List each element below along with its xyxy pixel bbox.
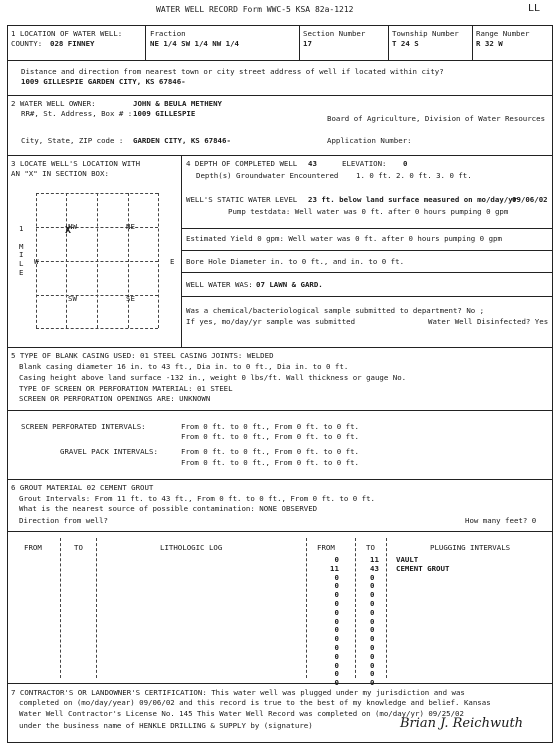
perforated-row-1: From 0 ft. to 0 ft., From 0 ft. to 0 ft. <box>181 422 359 431</box>
depth-label: 4 DEPTH OF COMPLETED WELL <box>186 159 298 168</box>
divider <box>7 479 553 480</box>
divider <box>7 683 553 684</box>
range-label: Range Number <box>476 29 530 38</box>
water-use-label: WELL WATER WAS: <box>186 280 253 289</box>
section-label: Section Number <box>303 29 366 38</box>
gravel-row-1: From 0 ft. to 0 ft., From 0 ft. to 0 ft. <box>181 447 359 456</box>
lithologic-header: LITHOLOGIC LOG <box>160 543 223 552</box>
location-label: 1 LOCATION OF WATER WELL: <box>11 29 123 38</box>
grout-intervals: Grout Intervals: From 11 ft. to 43 ft., From 0 ft. to 0 ft., From 0 ft. to 0 ft. <box>19 494 375 503</box>
pump-test: Pump testdata: Well water was 0 ft. after 0 hours pumping 0 gpm <box>228 207 509 216</box>
divider <box>472 25 473 60</box>
groundwater-values: 1. 0 ft. 2. 0 ft. 3. 0 ft. <box>356 171 472 180</box>
plug-from-values: 0 11 0 0 0 0 0 0 0 0 0 0 0 0 0 <box>330 555 339 688</box>
county-label: COUNTY: <box>11 39 43 48</box>
disinfected: Water Well Disinfected? Yes <box>428 317 549 326</box>
address-value: 1009 GILLESPIE <box>133 109 196 118</box>
screen-openings: SCREEN OR PERFORATION OPENINGS ARE: UNKNOWN <box>19 394 211 403</box>
water-use-value: 07 LAWN & GARD. <box>256 280 323 289</box>
divider <box>7 60 553 61</box>
address-label: RR#, St. Address, Box # : <box>21 109 133 118</box>
divider <box>181 272 553 273</box>
certification-line-4: under the business name of HENKLE DRILLING & SUPPLY by (signature) <box>19 721 313 730</box>
casing-type: 5 TYPE OF BLANK CASING USED: 01 STEEL CASING JOINTS: WELDED <box>11 351 274 360</box>
divider <box>306 538 307 678</box>
chem-sample-date: If yes, mo/day/yr sample was submitted <box>186 317 356 326</box>
certification-line-1: 7 CONTRACTOR'S OR LANDOWNER'S CERTIFICATION: This water well was plugged under my jurisdiction and was <box>11 688 465 697</box>
how-many-feet: How many feet? 0 <box>465 516 537 525</box>
chem-sample: Was a chemical/bacteriological sample submitted to department? No ; <box>186 306 485 315</box>
log-from-header: FROM <box>24 543 42 552</box>
divider <box>145 25 146 60</box>
casing-diameter: Blank casing diameter 16 in. to 43 ft., Dia in. to 0 ft., Dia in. to 0 ft. <box>19 362 349 371</box>
perforated-label: SCREEN PERFORATED INTERVALS: <box>21 422 146 431</box>
divider <box>60 538 61 678</box>
plugging-header: PLUGGING INTERVALS <box>430 543 511 552</box>
casing-height: Casing height above land surface -132 in., weight 0 lbs/ft. Wall thickness or gauge No. <box>19 373 407 382</box>
divider <box>355 538 356 678</box>
divider <box>181 250 553 251</box>
plug-to-header: TO <box>366 543 375 552</box>
divider <box>181 296 553 297</box>
gravel-row-2: From 0 ft. to 0 ft., From 0 ft. to 0 ft. <box>181 458 359 467</box>
corner-mark: LL <box>528 3 541 14</box>
township-label: Township Number <box>392 29 459 38</box>
divider <box>7 155 553 156</box>
west-label: W <box>34 257 39 266</box>
contamination-source: What is the nearest source of possible contamination: NONE OBSERVED <box>19 504 318 513</box>
divider <box>181 155 182 347</box>
depth-value: 43 <box>308 159 317 168</box>
certification-line-2: completed on (mo/day/year) 09/06/02 and this record is true to the best of my knowledge and belief. Kansas <box>19 698 491 707</box>
quarter-sw: SW <box>68 294 77 303</box>
range-value: R 32 W <box>476 39 503 48</box>
divider <box>7 531 553 532</box>
township-value: T 24 S <box>392 39 419 48</box>
fraction-value: NE 1/4 SW 1/4 NW 1/4 <box>150 39 239 48</box>
mile-label: 1 M I L E <box>19 224 24 277</box>
well-location-mark: X <box>65 225 72 236</box>
locate-label: 3 LOCATE WELL'S LOCATION WITH <box>11 159 141 168</box>
section-value: 17 <box>303 39 312 48</box>
direction-label: Direction from well? <box>19 516 108 525</box>
groundwater-label: Depth(s) Groundwater Encountered <box>196 171 339 180</box>
plug-descriptions: VAULT CEMENT GROUT <box>396 555 450 573</box>
owner-value: JOHN & BEULA METHENY <box>133 99 222 108</box>
board-text: Board of Agriculture, Division of Water Resources <box>327 114 546 123</box>
quarter-ne: NE <box>126 222 135 231</box>
certification-line-3: Water Well Contractor's License No. 145 This Water Well Record was completed on (mo/day/yr) 09/25/02 <box>19 709 464 718</box>
distance-label: Distance and direction from nearest town or city street address of well if located within city? <box>21 67 444 76</box>
owner-label: 2 WATER WELL OWNER: <box>11 99 96 108</box>
perforated-row-2: From 0 ft. to 0 ft., From 0 ft. to 0 ft. <box>181 432 359 441</box>
plug-to-values: 11 43 0 0 0 0 0 0 0 0 0 0 0 0 0 <box>370 555 379 688</box>
form-title: WATER WELL RECORD Form WWC-5 KSA 82a-1212 <box>156 5 354 14</box>
distance-value: 1009 GILLESPIE GARDEN CITY, KS 67846- <box>21 77 186 86</box>
screen-type: TYPE OF SCREEN OR PERFORATION MATERIAL: 01 STEEL <box>19 384 233 393</box>
static-level-label: WELL'S STATIC WATER LEVEL <box>186 195 298 204</box>
plug-from-header: FROM <box>317 543 335 552</box>
fraction-label: Fraction <box>150 29 186 38</box>
divider <box>299 25 300 60</box>
locate-label-2: AN "X" IN SECTION BOX: <box>11 169 109 178</box>
elevation-label: ELEVATION: <box>342 159 387 168</box>
divider <box>388 25 389 60</box>
gravel-label: GRAVEL PACK INTERVALS: <box>60 447 158 456</box>
divider <box>386 538 387 678</box>
quarter-se: SE <box>126 294 135 303</box>
county-value: 028 FINNEY <box>50 39 95 48</box>
application-label: Application Number: <box>327 136 412 145</box>
static-level-value: 23 ft. below land surface measured on mo/day/yr <box>308 195 518 204</box>
divider <box>7 347 553 348</box>
bore-hole: Bore Hole Diameter in. to 0 ft., and in. to 0 ft. <box>186 257 405 266</box>
east-label: E <box>170 257 175 266</box>
static-level-date: 09/06/02 <box>512 195 548 204</box>
grout-material: 6 GROUT MATERIAL 02 CEMENT GROUT <box>11 483 154 492</box>
divider <box>7 410 553 411</box>
divider <box>7 95 553 96</box>
city-label: City, State, ZIP code : <box>21 136 124 145</box>
city-value: GARDEN CITY, KS 67846- <box>133 136 231 145</box>
contractor-signature: Brian J. Reichwuth <box>400 716 524 731</box>
log-to-header: TO <box>74 543 83 552</box>
estimated-yield: Estimated Yield 0 gpm: Well water was 0 ft. after 0 hours pumping 0 gpm <box>186 234 502 243</box>
elevation-value: 0 <box>403 159 408 168</box>
quarter-nw: NW <box>68 222 77 231</box>
divider <box>181 228 553 229</box>
section-box <box>18 183 176 343</box>
divider <box>96 538 97 678</box>
